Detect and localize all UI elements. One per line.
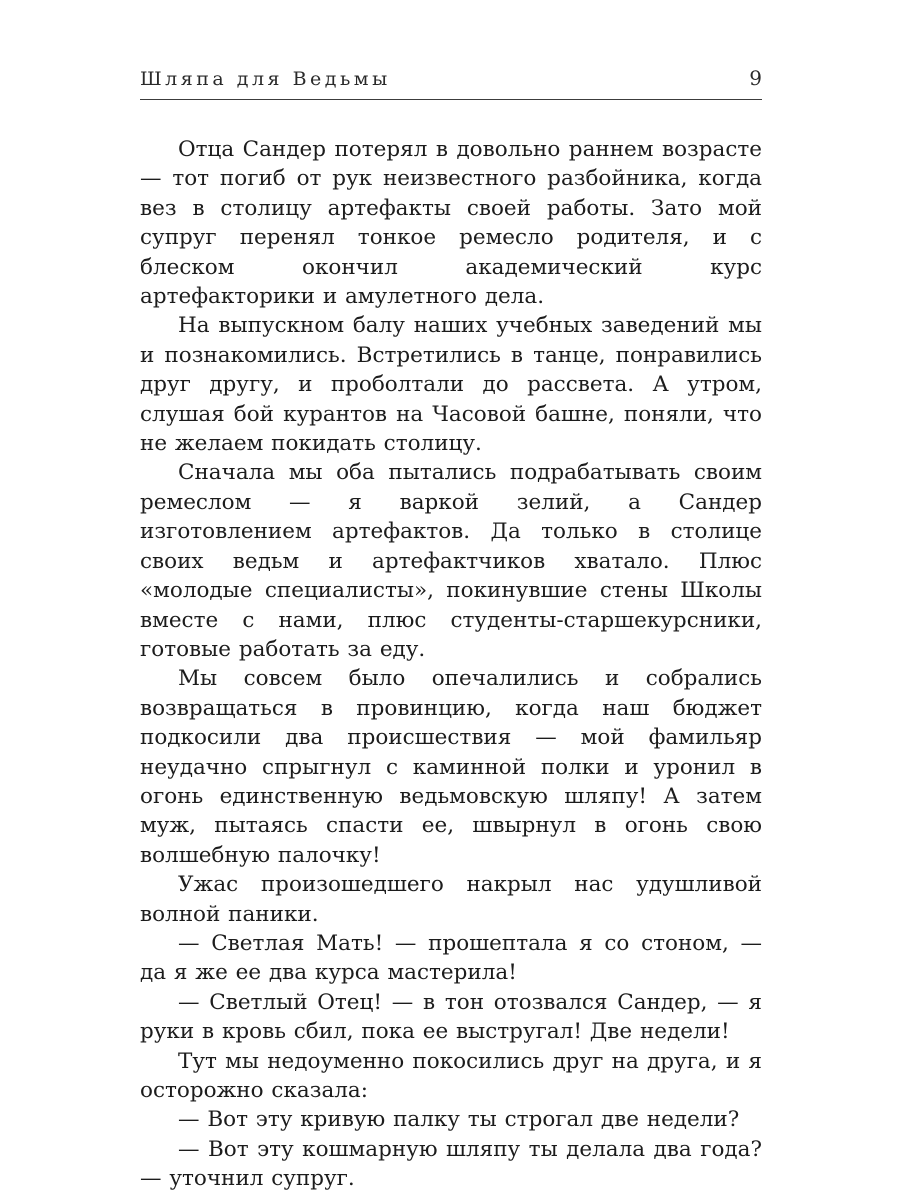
page-header-title: Шляпа для Ведьмы (140, 68, 391, 90)
paragraph: Ужас произошедшего накрыл нас удушливой волной паники. (140, 872, 762, 927)
body-text (140, 135, 762, 1194)
paragraph: Тут мы недоуменно покосились друг на друга, и я осторожно сказала: (140, 1048, 762, 1103)
paragraph: — Светлый Отец! — в тон отозвался Сандер, — я руки в кровь сбил, пока ее выстругал! Две недели! (140, 989, 762, 1045)
paragraph: Сначала мы оба пытались подрабатывать своим ремеслом — я варкой зелий, а Сандер изготовлением артефактов. Да только в столице своих ведьм и артефактчиков хватало. Плюс «молодые специалисты», покинувшие стены Школы вместе с нами, плюс студенты-старшекурсники, готовые работать за еду. (140, 460, 762, 662)
paragraph: Отца Сандер потерял в довольно раннем возрасте — тот погиб от рук неизвестного разбойника, когда вез в столицу артефакты своей работы. Зато мой супруг перенял тонкое ремесло родителя, и с блеском окончил академический курс артефакторики и амулетного дела. (140, 137, 762, 310)
paragraph: — Вот эту кривую палку ты строгал две недели? (178, 1107, 740, 1133)
header-rule (140, 99, 762, 100)
page-number: 9 (749, 66, 762, 90)
paragraph: — Вот эту кошмарную шляпу ты делала два года? — уточнил супруг. (140, 1136, 762, 1192)
paragraph: — Светлая Мать! — прошептала я со стоном, — да я же ее два курса мастерила! (140, 930, 762, 986)
paragraph: На выпускном балу наших учебных заведений мы и познакомились. Встретились в танце, понравились друг другу, и проболтали до рассвета. А утром, слушая бой курантов на Часовой башне, поняли, что не желаем покидать столицу. (140, 313, 762, 457)
page-header (140, 66, 762, 90)
paragraph: Мы совсем было опечалились и собрались возвращаться в провинцию, когда наш бюджет подкосили два происшествия — мой фамильяр неудачно спрыгнул с каминной полки и уронил в огонь единственную ведьмовскую шляпу! А затем муж, пытаясь спасти ее, швырнул в огонь свою волшебную палочку! (140, 666, 762, 868)
